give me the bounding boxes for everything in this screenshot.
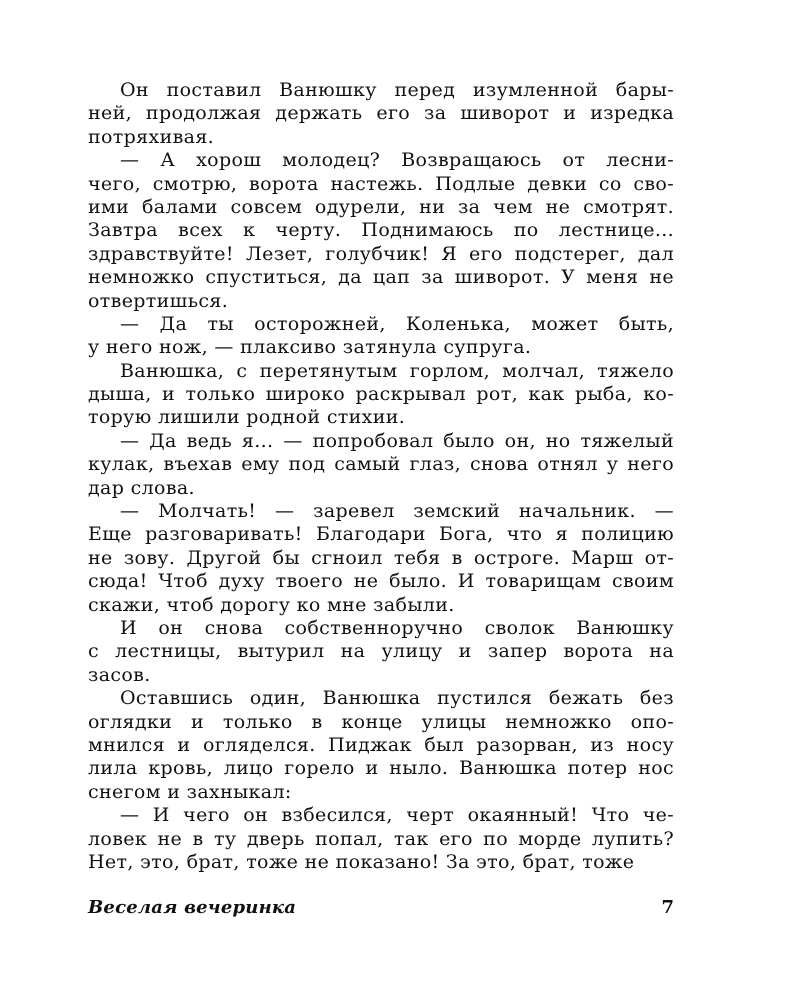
text-line: И он снова собственноручно сволок Ванюшку — [120, 616, 674, 639]
text-line: Оставшись один, Ванюшка пустился бежать без — [120, 687, 674, 710]
text-line: чего, смотрю, ворота настежь. Подлые девки со сво- — [88, 172, 674, 195]
text-line: — Да ты осторожней, Коленька, может быть, — [120, 312, 674, 335]
text-line: потряхивая. — [88, 125, 215, 148]
text-line: дар слова. — [88, 476, 195, 499]
text-line: Нет, это, брат, тоже не показано! За это, брат, тоже — [88, 850, 635, 873]
text-line: Он поставил Ванюшку перед изумленной бары- — [120, 79, 674, 101]
text-line: ней, продолжая держать его за шиворот и изредка — [88, 102, 674, 125]
text-line: — И чего он взбесился, черт окаянный! Что че- — [120, 804, 674, 827]
text-line: оглядки и только в конце улицы немножко опо- — [88, 710, 674, 733]
paragraph — [88, 360, 674, 430]
text-line: — Да ведь я... — попробовал было он, но тяжелый — [120, 429, 674, 452]
paragraph — [88, 687, 674, 804]
text-line: сюда! Чтоб духу твоего не было. И товарищам своим — [88, 570, 674, 593]
text-line: здравствуйте! Лезет, голубчик! Я его подстерег, дал — [88, 242, 674, 265]
paragraph — [88, 430, 674, 500]
text-line: засов. — [88, 663, 151, 686]
text-line: с лестницы, вытурил на улицу и запер ворота на — [88, 640, 674, 663]
text-line: Ванюшка, с перетянутым горлом, молчал, тяжело — [120, 359, 674, 382]
text-line: кулак, въехав ему под самый глаз, снова отнял у него — [88, 453, 674, 476]
text-line: отвертишься. — [88, 289, 229, 312]
text-line: дыша, и только широко раскрывал рот, как рыба, ко- — [88, 383, 674, 406]
text-line: мнился и огляделся. Пиджак был разорван, из носу — [88, 733, 674, 756]
page-footer — [88, 897, 674, 923]
paragraph — [88, 617, 674, 687]
text-line: ловек не в ту дверь попал, так его по морде лупить? — [88, 827, 674, 850]
text-line: не зову. Другой бы сгноил тебя в остроге. Марш от- — [88, 546, 674, 569]
text-line: лила кровь, лицо горело и ныло. Ванюшка потер нос — [88, 757, 674, 780]
text-line: — Молчать! — заревел земский начальник. — — [120, 500, 674, 523]
text-line: немножко спуститься, да цап за шиворот. У меня не — [88, 266, 674, 289]
text-line: у него нож, — плаксиво затянула супруга. — [88, 336, 532, 359]
running-title: Веселая вечеринка — [88, 897, 297, 918]
body-text — [88, 79, 674, 874]
text-line: Завтра всех к черту. Поднимаюсь по лестнице... — [88, 219, 674, 242]
text-line: Еще разговаривать! Благодари Бога, что я полицию — [88, 523, 674, 546]
text-line: — А хорош молодец? Возвращаюсь от лесни- — [120, 149, 674, 172]
text-line: ими балами совсем одурели, ни за чем не смотрят. — [88, 195, 674, 218]
paragraph — [88, 149, 674, 313]
paragraph — [88, 804, 674, 874]
text-line: скажи, чтоб дорогу ко мне забыли. — [88, 593, 455, 616]
text-line: торую лишили родной стихии. — [88, 406, 406, 429]
page-number: 7 — [661, 897, 674, 918]
paragraph — [88, 313, 674, 360]
paragraph — [88, 79, 674, 149]
paragraph — [88, 500, 674, 617]
text-line: снегом и захныкал: — [88, 780, 292, 803]
